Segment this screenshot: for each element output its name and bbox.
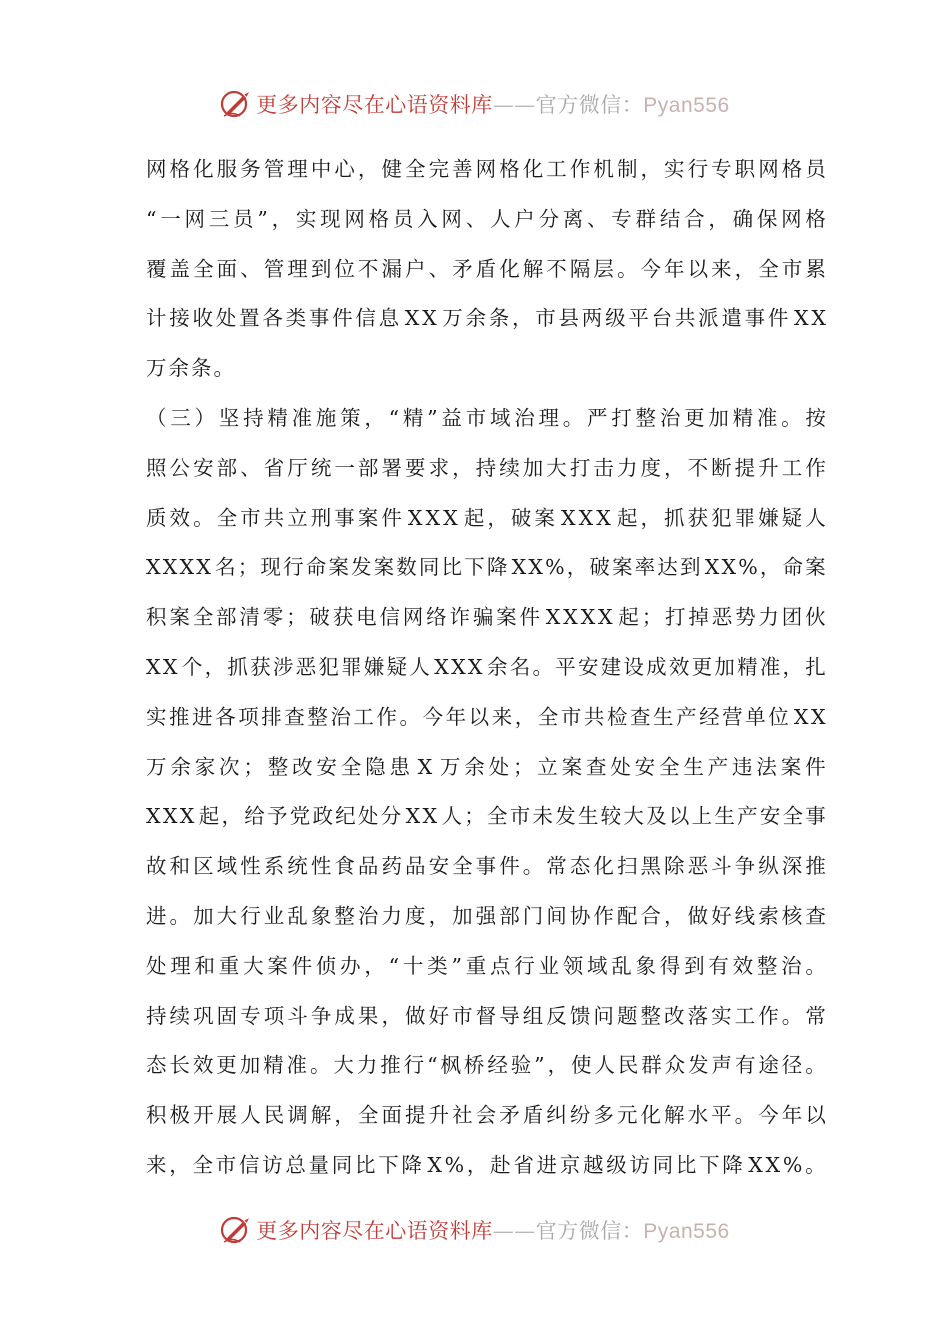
banner-label: 官方微信： [535, 93, 644, 117]
body-line: 态 长 效 更 加 精 准 。 大 力 推 行 “ 枫 桥 经 验 ” ， 使 人 民 群 众 发 声 有 途 径 。 [146, 1053, 826, 1078]
body-line: X X 个 ， 抓 获 涉 恶 犯 罪 嫌 疑 人 X X X 余 名 。 平 安 建 设 成 效 更 加 精 准 ， 扎 [146, 654, 826, 679]
banner-text [256, 89, 729, 119]
banner-separator: —— [492, 93, 536, 117]
body-line: 持 续 巩 固 专 项 斗 争 成 果 ， 做 好 市 督 导 组 反 馈 问 题 整 改 落 实 工 作 。 常 [146, 1003, 826, 1028]
banner-wechat-id: Pyan556 [643, 1220, 730, 1243]
body-line: 处 理 和 重 大 案 件 侦 办 ， “ 十 类 ” 重 点 行 业 领 域 乱 象 得 到 有 效 整 治 。 [146, 953, 826, 978]
body-line: 积 案 全 部 清 零 ； 破 获 电 信 网 络 诈 骗 案 件 X X X X 起 ； 打 掉 恶 势 力 团 伙 [146, 605, 826, 630]
banner-label: 官方微信： [535, 1219, 644, 1243]
pen-logo-icon [220, 1213, 254, 1247]
document-body [146, 145, 826, 1191]
body-line: 计 接 收 处 置 各 类 事 件 信 息 X X 万 余 条 ， 市 县 两 级 平 台 共 派 遣 事 件 X X [146, 306, 826, 331]
body-line: 故 和 区 域 性 系 统 性 食 品 药 品 安 全 事 件 。 常 态 化 扫 黑 除 恶 斗 争 纵 深 推 [146, 854, 826, 879]
body-line: 网 格 化 服 务 管 理 中 心 ， 健 全 完 善 网 格 化 工 作 机 制 ， 实 行 专 职 网 格 员 [146, 157, 826, 181]
body-line: X X X 起 ， 给 予 党 政 纪 处 分 X X 人 ； 全 市 未 发 生 较 大 及 以 上 生 产 安 全 事 [146, 804, 826, 829]
body-line: 积 极 开 展 人 民 调 解 ， 全 面 提 升 社 会 矛 盾 纠 纷 多 元 化 解 水 平 。 今 年 以 [146, 1103, 826, 1128]
footer-banner [0, 1210, 950, 1250]
banner-text [256, 1215, 729, 1245]
header-banner [0, 84, 950, 124]
banner-separator: —— [492, 1219, 536, 1243]
body-line: X X X X 名 ； 现 行 命 案 发 案 数 同 比 下 降 X X % ， 破 案 率 达 到 X X % ， 命 案 [146, 555, 826, 580]
body-line: （ 三 ） 坚 持 精 准 施 策 ， “ 精 ” 益 市 域 治 理 。 严 打 整 治 更 加 精 准 。 按 [146, 405, 826, 430]
banner-main: 更多内容尽在心语资料库 [256, 93, 493, 117]
body-line: 进 。 加 大 行 业 乱 象 整 治 力 度 ， 加 强 部 门 间 协 作 配 合 ， 做 好 线 索 核 查 [146, 903, 826, 928]
banner-wechat-id: Pyan556 [643, 94, 730, 117]
body-line: 质 效 。 全 市 共 立 刑 事 案 件 X X X 起 ， 破 案 X X X 起 ， 抓 获 犯 罪 嫌 疑 人 [146, 505, 826, 530]
body-line: 覆 盖 全 面 、 管 理 到 位 不 漏 户 、 矛 盾 化 解 不 隔 层 。 今 年 以 来 ， 全 市 累 [146, 256, 826, 281]
body-line: 照 公 安 部 、 省 厅 统 一 部 署 要 求 ， 持 续 加 大 打 击 力 度 ， 不 断 提 升 工 作 [146, 455, 826, 480]
pen-logo-icon [220, 87, 254, 121]
body-line: 来 ， 全 市 信 访 总 量 同 比 下 降 X % ， 赴 省 进 京 越 级 访 同 比 下 降 X X % 。 [146, 1152, 826, 1177]
body-line: 万余条。 [146, 356, 236, 381]
body-line: 万 余 家 次 ； 整 改 安 全 隐 患 X 万 余 处 ； 立 案 查 处 安 全 生 产 违 法 案 件 [146, 754, 826, 779]
body-line: “ 一 网 三 员 ” ， 实 现 网 格 员 入 网 、 人 户 分 离 、 专 群 结 合 ， 确 保 网 格 [146, 206, 826, 231]
banner-main: 更多内容尽在心语资料库 [256, 1219, 493, 1243]
body-line: 实 推 进 各 项 排 查 整 治 工 作 。 今 年 以 来 ， 全 市 共 检 查 生 产 经 营 单 位 X X [146, 704, 826, 729]
